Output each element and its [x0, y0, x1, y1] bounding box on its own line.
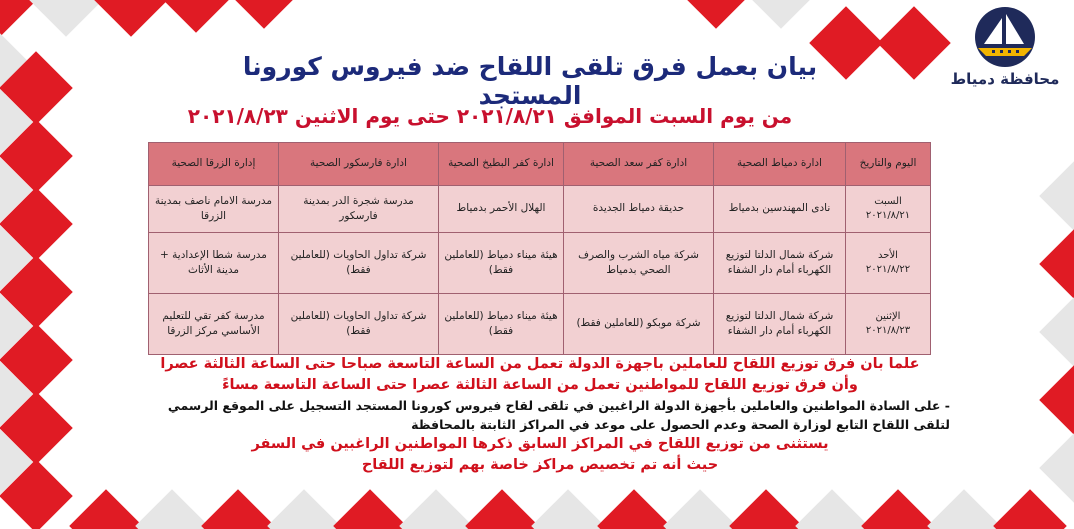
diamond-decoration	[135, 489, 209, 529]
diamond-decoration	[1039, 159, 1074, 233]
diamond-decoration	[993, 489, 1067, 529]
table-cell: حديقة دمياط الجديدة	[564, 186, 714, 233]
table-cell: شركة موبكو (للعاملين فقط)	[564, 294, 714, 355]
table-cell: نادى المهندسين بدمياط	[714, 186, 846, 233]
diamond-decoration	[399, 489, 473, 529]
note-line: يستثنى من توزيع اللقاح في المراكز السابق ذكرها المواطنين الراغبين في السفر	[251, 436, 829, 452]
diamond-decoration	[679, 0, 753, 29]
table-row	[149, 186, 931, 233]
diamond-decoration	[795, 489, 869, 529]
table-cell: شركة تداول الحاويات (للعاملين فقط)	[279, 233, 439, 294]
diamond-decoration	[531, 489, 605, 529]
column-header: اليوم والتاريخ	[846, 143, 931, 186]
day-date: ٢٠٢١/٨/٢٣	[865, 325, 911, 336]
diamond-decoration	[927, 489, 1001, 529]
day-name: الأحد	[878, 249, 898, 261]
notes-section	[130, 354, 950, 476]
diamond-decoration	[1039, 227, 1074, 301]
day-date: ٢٠٢١/٨/٢٢	[865, 264, 911, 275]
table-row	[149, 294, 931, 355]
day-cell	[846, 294, 931, 355]
table-cell: هيئة ميناء دمياط (للعاملين فقط)	[439, 233, 564, 294]
diamond-decoration	[69, 489, 143, 529]
column-header: ادارة كفر سعد الصحية	[564, 143, 714, 186]
day-name: السبت	[874, 195, 902, 207]
table-cell: شركة شمال الدلتا لتوزيع الكهرباء أمام دار الشفاء	[714, 294, 846, 355]
diamond-decoration	[1039, 363, 1074, 437]
boat-icon	[962, 6, 1048, 68]
diamond-decoration	[201, 489, 275, 529]
table-cell: مدرسة الامام ناصف بمدينة الزرقا	[149, 186, 279, 233]
note-line: - على السادة المواطنين والعاملين بأجهزة الدولة الراغبين في تلقى لقاح فيروس كورونا المستجد التسجيل على الموقع الرسمي	[167, 398, 950, 413]
diamond-decoration	[159, 0, 233, 33]
governorate-logo	[950, 6, 1060, 92]
column-header: إدارة الزرقا الصحية	[149, 143, 279, 186]
table-cell: شركة مياه الشرب والصرف الصحي بدمياط	[564, 233, 714, 294]
table-cell: مدرسة شجرة الدر بمدينة فارسكور	[279, 186, 439, 233]
diamond-decoration	[29, 0, 103, 37]
table-row	[149, 233, 931, 294]
diamond-decoration	[0, 0, 37, 37]
diamond-decoration	[729, 489, 803, 529]
diamond-decoration	[267, 489, 341, 529]
table-header-row	[149, 143, 931, 186]
note-line: حيث أنه تم تخصيص مراكز خاصة بهم لتوزيع اللقاح	[361, 457, 719, 473]
table-cell: مدرسة شطا الإعدادية + مدينة الأثاث	[149, 233, 279, 294]
diamond-decoration	[94, 0, 168, 37]
table-cell: هيئة ميناء دمياط (للعاملين فقط)	[439, 294, 564, 355]
governorate-name: محافظة دمياط	[950, 70, 1060, 88]
day-name: الإثنين	[875, 310, 901, 322]
table-cell: مدرسة كفر تقي للتعليم الأساسي مركز الزرقا	[149, 294, 279, 355]
date-range-subtitle: من يوم السبت الموافق ٢٠٢١/٨/٢١ حتى يوم الاثنين ٢٠٢١/٨/٢٣	[187, 104, 793, 128]
diamond-decoration	[597, 489, 671, 529]
diamond-decoration	[227, 0, 301, 29]
note-line: علما بان فرق توزيع اللقاح للعاملين باجهزة الدولة تعمل من الساعة التاسعة صباحا حتى الساعة الثالثة عصرا	[160, 356, 920, 372]
diamond-decoration	[333, 489, 407, 529]
day-cell	[846, 186, 931, 233]
page-title: بيان بعمل فرق تلقى اللقاح ضد فيروس كورونا المستجد	[242, 52, 818, 110]
diamond-decoration	[1039, 431, 1074, 505]
note-line: وأن فرق توزيع اللقاح للمواطنين تعمل من الساعة الثالثة عصرا حتى الساعة التاسعة مساءً	[222, 377, 858, 393]
diamond-decoration	[744, 0, 818, 29]
column-header: ادارة كفر البطيخ الصحية	[439, 143, 564, 186]
day-date: ٢٠٢١/٨/٢١	[865, 210, 911, 221]
column-header: ادارة دمياط الصحية	[714, 143, 846, 186]
vaccination-schedule-table	[148, 142, 931, 355]
diamond-decoration	[663, 489, 737, 529]
diamond-decoration	[877, 6, 951, 80]
diamond-decoration	[465, 489, 539, 529]
diamond-decoration	[1039, 295, 1074, 369]
day-cell	[846, 233, 931, 294]
column-header: ادارة فارسكور الصحية	[279, 143, 439, 186]
note-line: لتلقى اللقاح التابع لوزارة الصحة وعدم الحصول على موعد في المراكز الثابتة بالمحافظة	[411, 417, 950, 432]
diamond-decoration	[861, 489, 935, 529]
table-cell: شركة تداول الحاويات (للعاملين فقط)	[279, 294, 439, 355]
table-cell: شركة شمال الدلتا لتوزيع الكهرباء أمام دار الشفاء	[714, 233, 846, 294]
table-cell: الهلال الأحمر بدمياط	[439, 186, 564, 233]
